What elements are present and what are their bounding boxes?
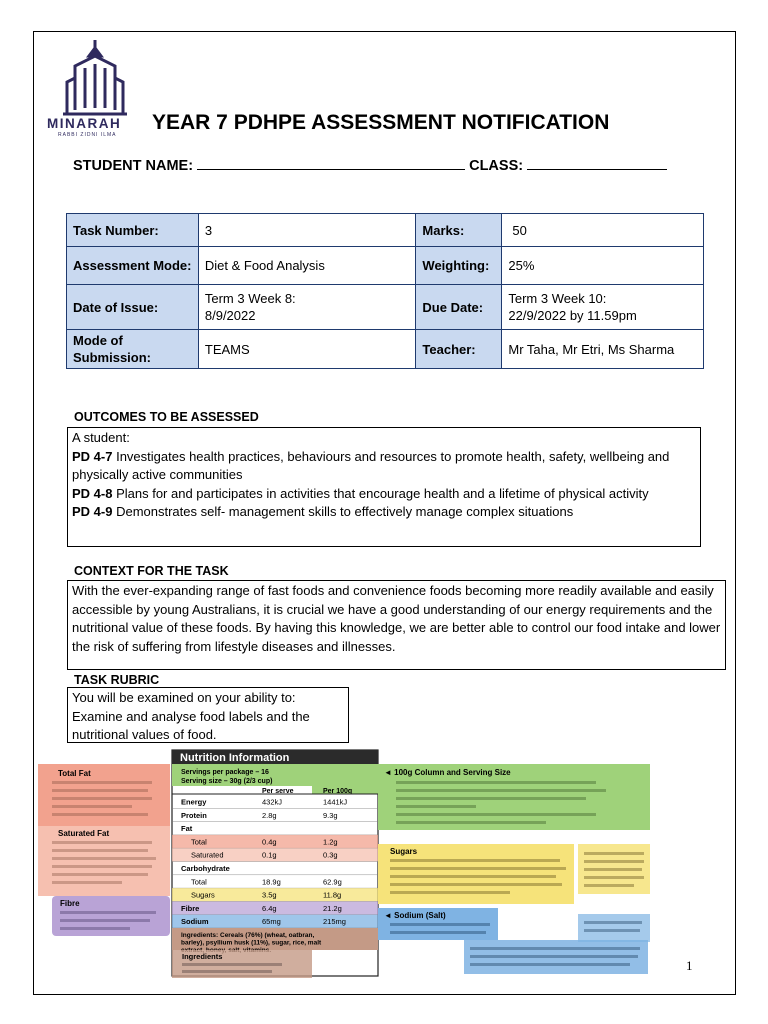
table-row — [67, 330, 704, 369]
fibre-note-title: Fibre — [60, 899, 80, 908]
saturated-fat-note-title: Saturated Fat — [58, 829, 110, 838]
per-100g-header: Per 100g — [323, 788, 353, 795]
date-of-issue-line1: Term 3 Week 8: — [204, 291, 296, 306]
outcomes-intro: A student: — [72, 430, 130, 445]
outcome-item — [72, 503, 696, 522]
context-heading: CONTEXT FOR THE TASK — [74, 564, 229, 578]
per-serve-header: Per serve — [262, 788, 294, 795]
rubric-text: You will be examined on your ability to: Examine and analyse food labels and the nutritional values of food. — [72, 690, 310, 742]
outcome-code: PD 4-9 — [72, 504, 113, 519]
table-row — [67, 285, 704, 330]
assessment-mode-value: Diet & Food Analysis — [198, 247, 416, 285]
table-row — [67, 214, 704, 247]
context-text: With the ever-expanding range of fast foods and convenience foods becoming more readily available and easily accessible by young Australians, it is crucial we have a good understanding of our energy requirements and the nutritional value of these foods. By having this knowledge, we are better able to control our food intake and lower the risk of suffering from lifestyle diseases and illnesses. — [72, 583, 721, 654]
servings-per-package: Servings per package – 16 — [181, 769, 269, 776]
outcome-code: PD 4-7 — [72, 448, 113, 464]
nutrition-row-per-100g: 0.3g — [323, 850, 338, 860]
nutrition-row-per-serve: 0.4g — [262, 837, 277, 847]
page-number: 1 — [686, 958, 693, 973]
serving-size: Serving size – 30g (2/3 cup) — [181, 778, 273, 785]
nutrition-row-name: Sugars — [191, 890, 215, 900]
teacher-label: Teacher: — [416, 330, 502, 369]
nutrition-row-name: Total — [191, 837, 207, 847]
nutrition-row-per-100g: 11.8g — [323, 890, 342, 900]
outcome-text: Investigates health practices, behaviours and resources to promote health, safety, wellbeing and physically active communities — [72, 448, 670, 482]
date-of-issue-label: Date of Issue: — [67, 285, 199, 330]
nutrition-row-name: Carbohydrate — [181, 864, 230, 873]
nutrition-row-per-100g: 215mg — [323, 917, 346, 927]
marks-label: Marks: — [416, 214, 502, 247]
nutrition-row-name: Protein — [181, 810, 207, 820]
nutrition-row-per-100g: 21.2g — [323, 903, 342, 913]
nutrition-label-figure — [38, 748, 650, 980]
class-label: CLASS: — [469, 158, 524, 174]
task-number-value: 3 — [198, 214, 416, 247]
logo-subtitle: RABBI ZIDNI ILMA — [58, 132, 117, 138]
due-date-line2: 22/9/2022 by 11.59pm — [508, 308, 637, 323]
outcome-code: PD 4-8 — [72, 485, 113, 501]
ingredients-text: Ingredients: Cereals (76%) (wheat, oatbran, barley), psyllium husk (11%), sugar, rice, malt — [181, 932, 322, 947]
col-100g-note-title: ◄ 100g Column and Serving Size — [384, 768, 511, 777]
assessment-mode-label: Assessment Mode: — [67, 247, 199, 285]
class-field[interactable] — [527, 157, 667, 170]
student-name-field[interactable] — [197, 157, 465, 170]
nutrition-row-per-100g: 9.3g — [323, 810, 338, 820]
date-of-issue-value — [198, 285, 416, 330]
nutrition-row-name: Total — [191, 877, 207, 887]
outcome-text: Plans for and participates in activities that encourage health and a lifetime of physical activity — [112, 485, 649, 501]
sodium-note-title: ◄ Sodium (Salt) — [384, 911, 446, 920]
outcome-text: Demonstrates self- management skills to effectively manage complex situations — [112, 504, 574, 519]
context-box — [67, 580, 726, 670]
weighting-label: Weighting: — [416, 247, 502, 285]
page-title: YEAR 7 PDHPE ASSESSMENT NOTIFICATION — [152, 111, 610, 134]
nutrition-row-name: Sodium — [181, 917, 209, 927]
nutrition-row-per-serve: 6.4g — [262, 903, 277, 913]
mode-of-submission-value: TEAMS — [198, 330, 416, 369]
table-row — [67, 247, 704, 285]
nutrition-row-name: Energy — [181, 797, 207, 807]
student-line — [73, 157, 667, 174]
weighting-value: 25% — [502, 247, 704, 285]
nutrition-row-per-serve: 0.1g — [262, 850, 277, 860]
due-date-value — [502, 285, 704, 330]
marks-value: 50 — [502, 214, 704, 247]
rubric-box — [67, 687, 349, 743]
ingredients-note-title: Ingredients — [182, 952, 223, 961]
nutrition-row-per-100g: 62.9g — [323, 877, 342, 887]
nutrition-row-per-100g: 1441kJ — [323, 797, 348, 807]
nutrition-row-per-serve: 3.5g — [262, 890, 277, 900]
nutrition-row-per-serve: 18.9g — [262, 877, 281, 887]
due-date-line1: Term 3 Week 10: — [508, 291, 607, 306]
assessment-info-table — [66, 213, 704, 369]
outcome-item — [72, 485, 696, 504]
nutrition-row-per-100g: 1.2g — [323, 837, 338, 847]
nutrition-row-per-serve: 2.8g — [262, 810, 277, 820]
nutrition-row-name: Fat — [181, 824, 193, 834]
outcome-item — [72, 448, 696, 485]
teacher-value: Mr Taha, Mr Etri, Ms Sharma — [502, 330, 704, 369]
sugars-note-title: Sugars — [390, 847, 418, 856]
nutrition-row-per-serve: 65mg — [262, 917, 281, 927]
task-number-label: Task Number: — [67, 214, 199, 247]
due-date-label: Due Date: — [416, 285, 502, 330]
logo-wordmark: MINARAH — [47, 116, 122, 131]
outcomes-box — [67, 427, 701, 547]
outcomes-heading: OUTCOMES TO BE ASSESSED — [74, 410, 259, 424]
nutrition-title: Nutrition Information — [180, 752, 290, 764]
student-name-label: STUDENT NAME: — [73, 158, 194, 174]
date-of-issue-line2: 8/9/2022 — [204, 308, 256, 323]
mode-of-submission-label: Mode of Submission: — [67, 330, 199, 369]
nutrition-row-name: Saturated — [191, 850, 224, 860]
nutrition-row-per-serve: 432kJ — [262, 797, 283, 807]
total-fat-note-title: Total Fat — [58, 769, 91, 778]
rubric-heading: TASK RUBRIC — [74, 673, 160, 687]
nutrition-row-name: Fibre — [181, 903, 200, 913]
